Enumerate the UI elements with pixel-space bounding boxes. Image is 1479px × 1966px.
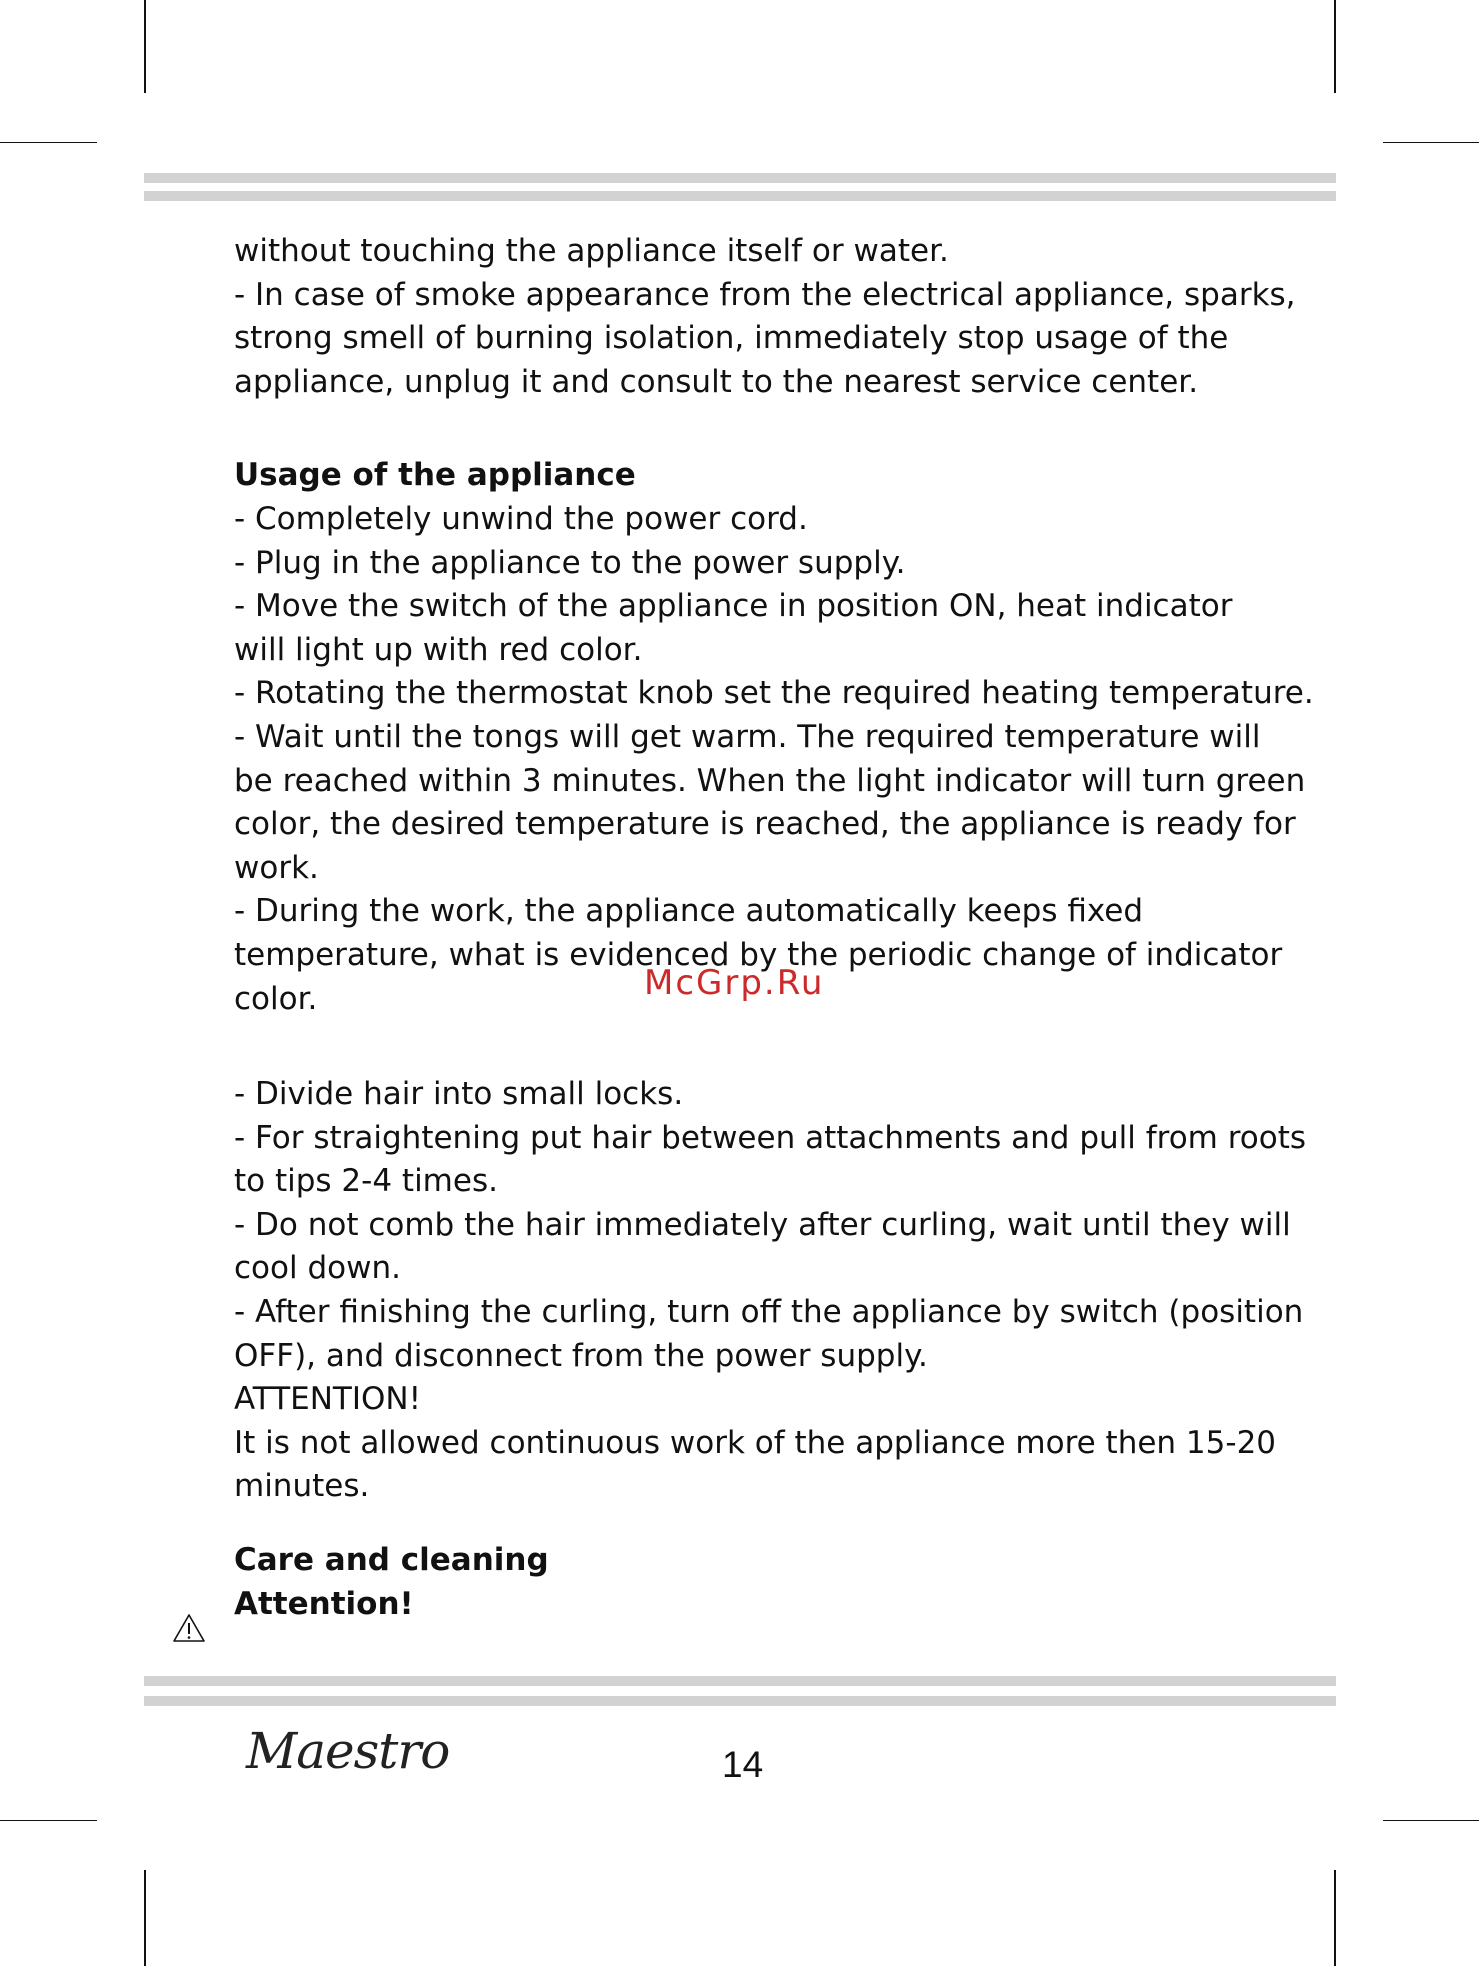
step-line: OFF), and disconnect from the power supply. bbox=[234, 1337, 928, 1374]
intro-line: - In case of smoke appearance from the electrical appliance, sparks, bbox=[234, 276, 1296, 313]
header-band-2 bbox=[144, 191, 1336, 201]
usage-line: - Completely unwind the power cord. bbox=[234, 500, 808, 537]
brand-logo: Maestro bbox=[246, 1722, 450, 1780]
intro-line: appliance, unplug it and consult to the nearest service center. bbox=[234, 363, 1199, 400]
step-line: - Do not comb the hair immediately after curling, wait until they will bbox=[234, 1206, 1291, 1243]
usage-line: color. bbox=[234, 980, 318, 1017]
usage-line: - Plug in the appliance to the power supply. bbox=[234, 544, 906, 581]
footer-band-2 bbox=[144, 1696, 1336, 1706]
footer-band-1 bbox=[144, 1676, 1336, 1686]
crop-mark-bottom-right-h bbox=[1383, 1820, 1479, 1821]
usage-line: - Move the switch of the appliance in position ON, heat indicator bbox=[234, 588, 1233, 625]
step-line: minutes. bbox=[234, 1468, 370, 1505]
intro-line: without touching the appliance itself or water. bbox=[234, 233, 949, 269]
header-band-1 bbox=[144, 173, 1336, 183]
step-line: - Divide hair into small locks. bbox=[234, 1076, 684, 1113]
page-number: 14 bbox=[722, 1744, 764, 1785]
usage-line: work. bbox=[234, 849, 319, 886]
step-line: It is not allowed continuous work of the appliance more then 15-20 bbox=[234, 1424, 1277, 1461]
usage-heading: Usage of the appliance bbox=[234, 457, 636, 494]
step-line: - For straightening put hair between attachments and pull from roots bbox=[234, 1119, 1307, 1156]
care-attention: Attention! bbox=[234, 1585, 414, 1622]
crop-mark-top-right-h bbox=[1383, 142, 1479, 143]
usage-line: color, the desired temperature is reached, the appliance is ready for bbox=[234, 806, 1296, 843]
watermark-text: McGrp.Ru bbox=[644, 963, 825, 1003]
manual-content bbox=[234, 230, 1314, 1626]
crop-mark-top-left-v bbox=[144, 0, 146, 93]
attention-caps: ATTENTION! bbox=[234, 1381, 421, 1418]
step-line: to tips 2-4 times. bbox=[234, 1163, 498, 1200]
crop-mark-bottom-right-v bbox=[1334, 1870, 1336, 1966]
usage-line: will light up with red color. bbox=[234, 631, 643, 668]
warning-triangle-icon bbox=[172, 1613, 206, 1643]
intro-line: strong smell of burning isolation, immediately stop usage of the bbox=[234, 320, 1229, 357]
crop-mark-top-left-h bbox=[0, 142, 97, 143]
usage-line: be reached within 3 minutes. When the light indicator will turn green bbox=[234, 762, 1306, 799]
crop-mark-bottom-left-h bbox=[0, 1820, 97, 1821]
crop-mark-bottom-left-v bbox=[144, 1870, 146, 1966]
usage-line: temperature, what is evidenced by the periodic change of indicator bbox=[234, 936, 1283, 973]
step-line: cool down. bbox=[234, 1250, 401, 1287]
crop-mark-top-right-v bbox=[1334, 0, 1336, 93]
care-heading: Care and cleaning bbox=[234, 1542, 549, 1579]
usage-line: - During the work, the appliance automatically keeps fixed bbox=[234, 893, 1144, 930]
usage-line: - Rotating the thermostat knob set the required heating temperature. bbox=[234, 675, 1314, 712]
usage-line: - Wait until the tongs will get warm. The required temperature will bbox=[234, 718, 1261, 755]
step-line: - After finishing the curling, turn off the appliance by switch (position bbox=[234, 1294, 1304, 1331]
